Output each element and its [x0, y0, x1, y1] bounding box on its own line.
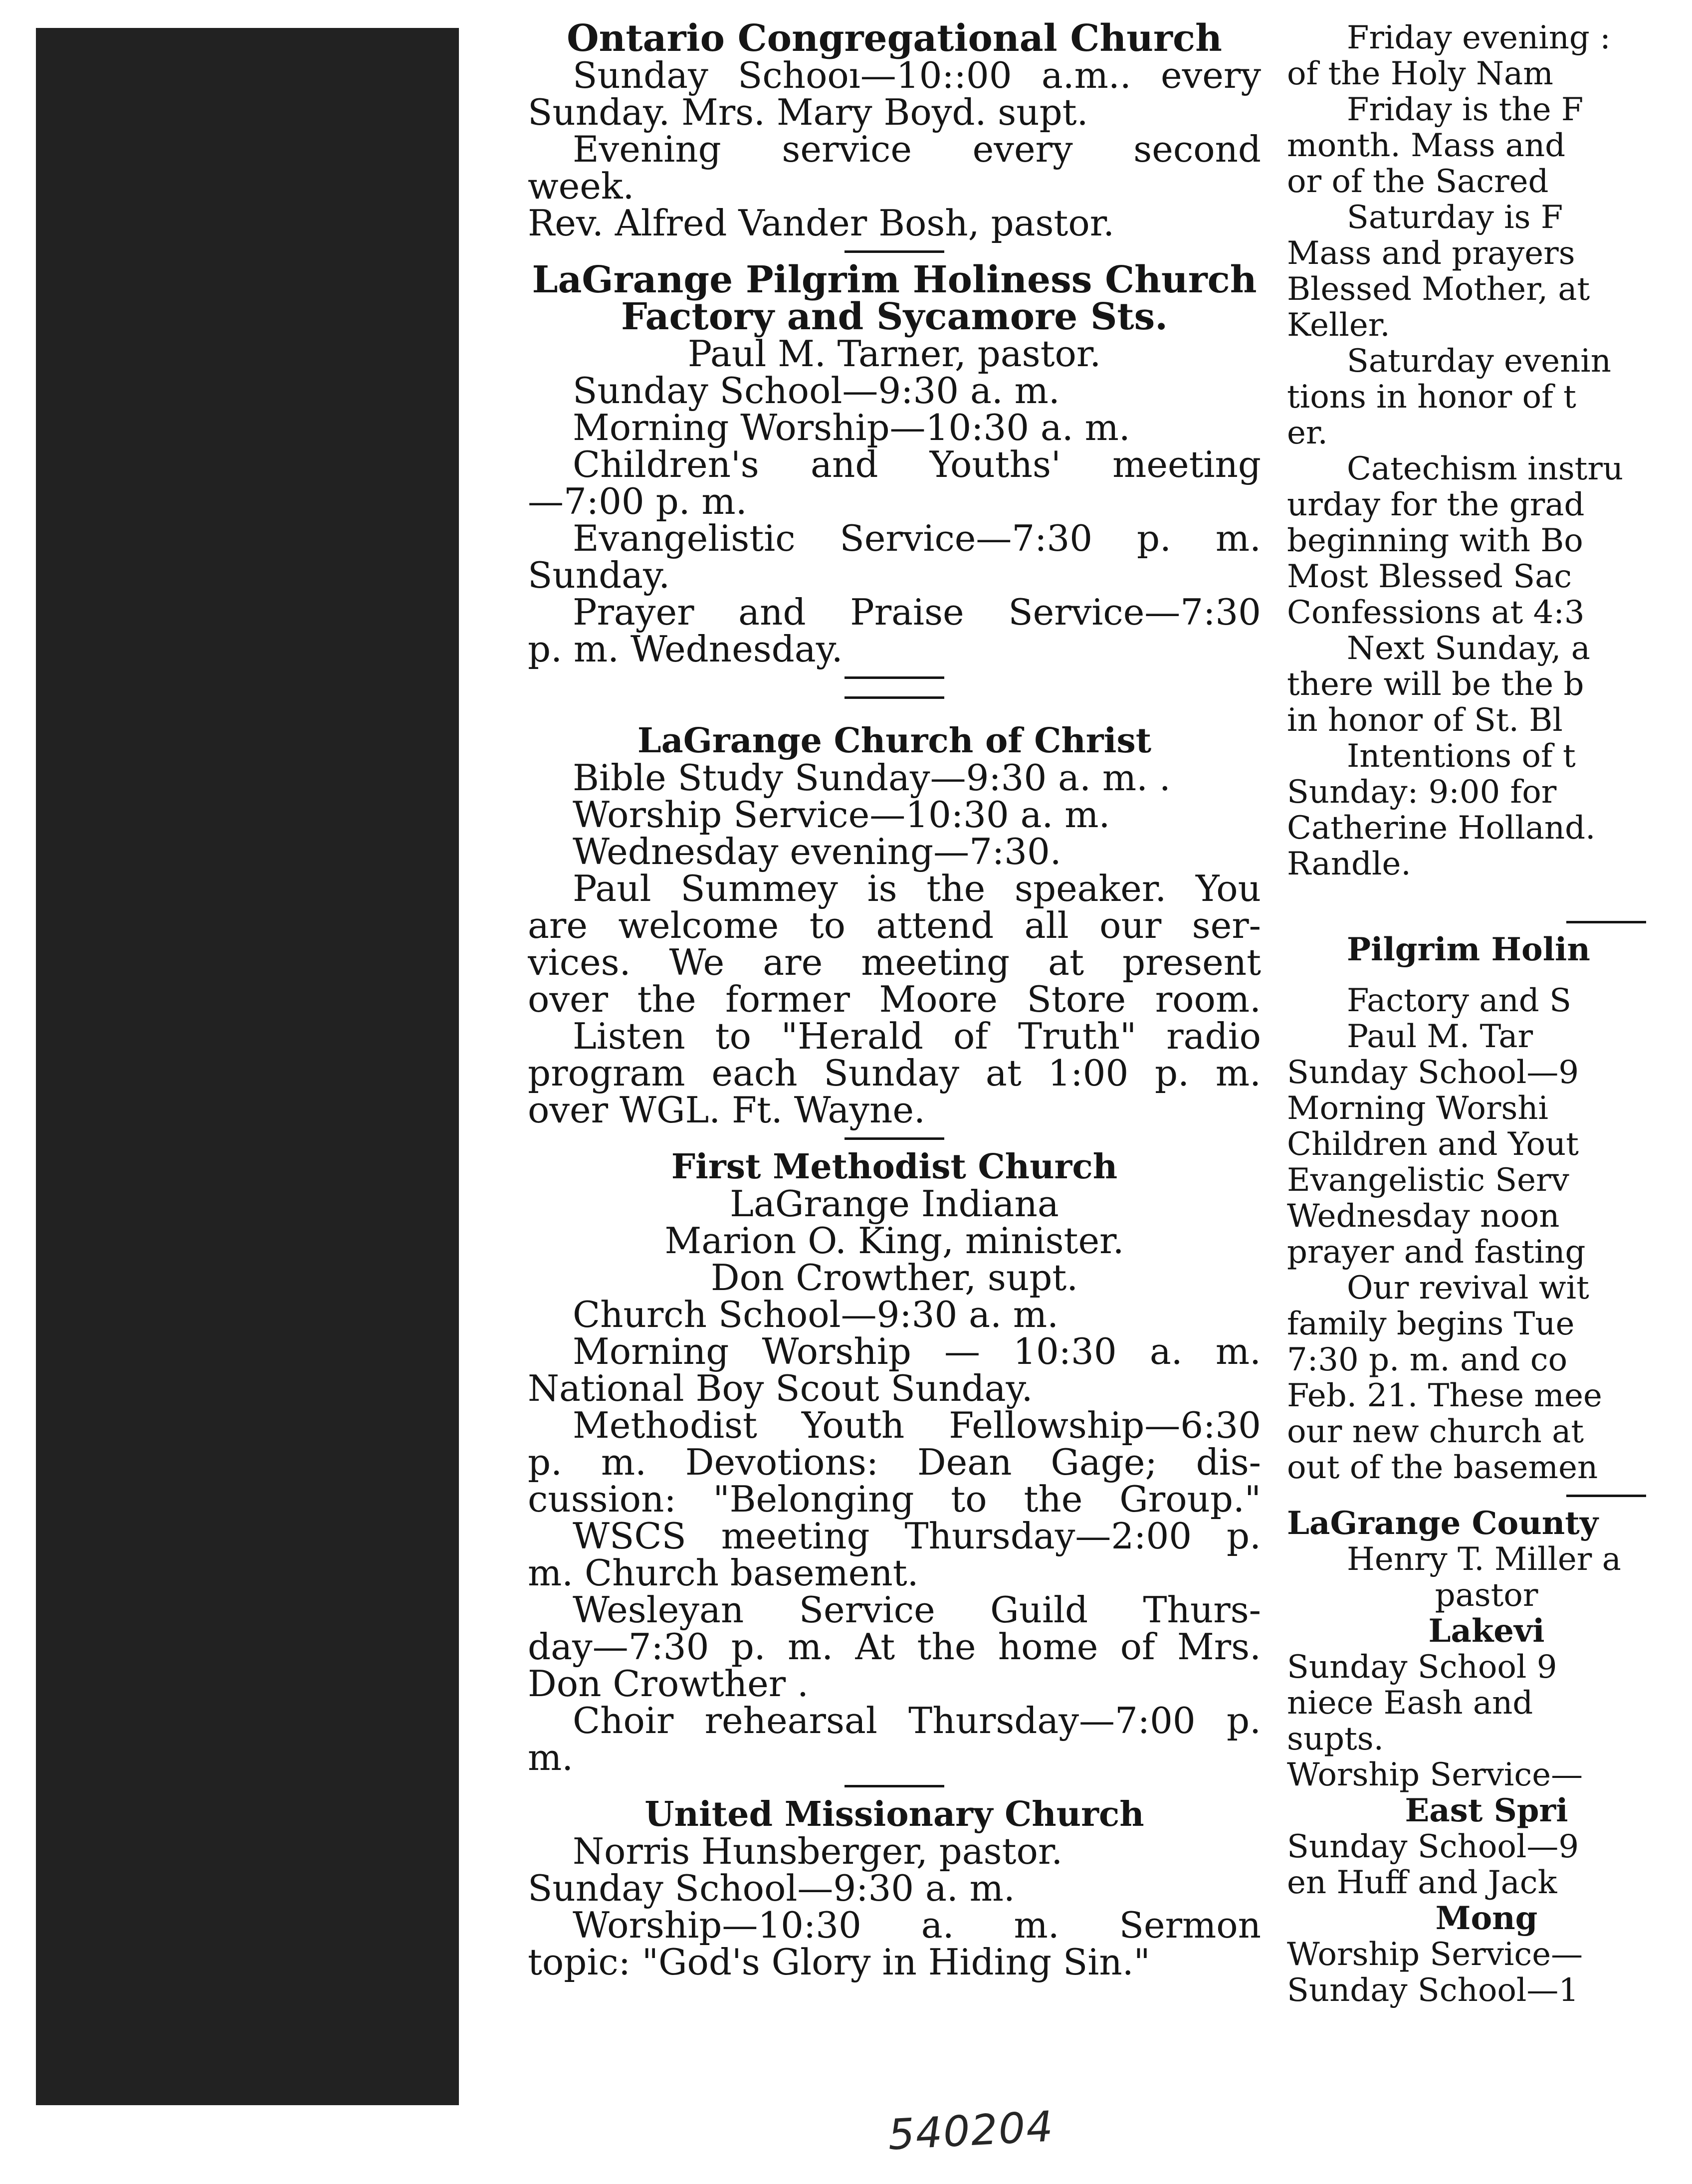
notice-line: Worship—10:30 a. m. Sermon: [573, 1904, 1261, 1946]
notice-line: Evangelistic Service—7:30 p. m.: [573, 517, 1261, 559]
fragment-line: tions in honor of t: [1287, 379, 1576, 416]
notice-line: Wesleyan Service Guild Thurs-: [573, 1589, 1261, 1631]
section-divider: [528, 667, 1261, 687]
notice-heading: LaGrange Pilgrim Holiness Church: [532, 258, 1257, 301]
fragment-subheading: Mong: [1435, 1900, 1538, 1937]
notice-line: Sunday. Mrs. Mary Boyd. supt.: [528, 91, 1088, 133]
first-methodist-notice: [528, 1148, 1261, 1776]
fragment-line: niece Eash and: [1287, 1685, 1533, 1722]
fragment-line: Feb. 21. These mee: [1287, 1377, 1602, 1414]
notice-subheading: Factory and Sycamore Sts.: [621, 295, 1168, 338]
fragment-line: of the Holy Nam: [1287, 55, 1553, 92]
notice-heading: United Missionary Church: [644, 1794, 1144, 1834]
fragment-heading: LaGrange County: [1287, 1505, 1599, 1542]
notice-line: Don Crowther, supt.: [710, 1257, 1078, 1299]
notice-line: Wednesday evening—7:30.: [573, 831, 1061, 873]
fragment-line: beginning with Bo: [1287, 522, 1583, 559]
fragment-line: Mass and prayers: [1287, 235, 1575, 272]
notice-line: Marion O. King, minister.: [664, 1220, 1124, 1262]
fragment-subheading: East Spri: [1405, 1792, 1568, 1829]
united-missionary-notice: [528, 1794, 1261, 1983]
notice-line: Paul M. Tarner, pastor.: [687, 333, 1101, 375]
notice-line: Children's and Youths' meeting: [573, 443, 1261, 485]
notice-line: LaGrange Indiana: [730, 1183, 1059, 1225]
notice-line: Church School—9:30 a. m.: [573, 1294, 1059, 1335]
fragment-line: Sunday School—9: [1287, 1054, 1579, 1091]
notice-heading: Ontario Congregational Church: [567, 20, 1222, 60]
fragment-line: Morning Worshi: [1287, 1090, 1548, 1127]
notice-line: WSCS meeting Thursday—2:00 p.: [573, 1515, 1261, 1557]
notice-line: day—7:30 p. m. At the home of Mrs.: [528, 1626, 1261, 1668]
fragment-line: supts.: [1287, 1721, 1384, 1757]
notice-line: Sunday School—9:30 a. m.: [573, 370, 1060, 412]
pilgrim-holiness-fragment: [1287, 932, 1686, 1486]
notice-line: are welcome to attend all our ser-: [528, 904, 1261, 946]
fragment-subheading: Lakevi: [1428, 1612, 1545, 1650]
notice-line: Don Crowther .: [528, 1663, 809, 1705]
fragment-line: or of the Sacred: [1287, 163, 1549, 200]
pilgrim-holiness-notice: [528, 258, 1261, 670]
notice-heading: First Methodist Church: [671, 1147, 1118, 1187]
notice-line: Evening service every second: [573, 128, 1261, 170]
section-divider: [528, 687, 1261, 707]
fragment-line: Our revival wit: [1347, 1270, 1589, 1307]
fragment-line: Randle.: [1287, 846, 1411, 882]
notice-line: National Boy Scout Sunday.: [528, 1367, 1033, 1409]
notice-line: Prayer and Praise Service—7:30: [573, 591, 1261, 633]
notice-line: week.: [528, 165, 634, 207]
notice-heading: LaGrange Church of Christ: [637, 721, 1152, 761]
fragment-line: Sunday School—1: [1287, 1972, 1579, 2009]
fragment-line: urday for the grad: [1287, 486, 1585, 523]
fragment-line: Blessed Mother, at: [1287, 271, 1590, 308]
fragment-line: Friday is the F: [1347, 91, 1584, 128]
fragment-line: er.: [1287, 415, 1328, 451]
fragment-line: Saturday is F: [1347, 199, 1563, 236]
notice-line: Bible Study Sunday—9:30 a. m. .: [573, 757, 1171, 799]
fragment-line: family begins Tue: [1287, 1306, 1575, 1342]
fragment-line: Catherine Holland.: [1287, 810, 1596, 847]
notice-line: p. m. Wednesday.: [528, 628, 843, 670]
notice-line: Rev. Alfred Vander Bosh, pastor.: [528, 202, 1115, 244]
fragment-line: Worship Service—: [1287, 1756, 1583, 1793]
notice-line: Worship Service—10:30 a. m.: [573, 794, 1110, 836]
notice-line: topic: "God's Glory in Hiding Sin.": [528, 1941, 1150, 1983]
church-of-christ-notice: [528, 721, 1261, 1131]
section-divider: [528, 1128, 1261, 1148]
notice-line: p. m. Devotions: Dean Gage; dis-: [528, 1441, 1261, 1483]
fragment-line: pastor: [1435, 1577, 1538, 1614]
fragment-line: month. Mass and: [1287, 127, 1566, 164]
notice-line: Norris Hunsberger, pastor.: [573, 1830, 1063, 1872]
fragment-line: 7:30 p. m. and co: [1287, 1341, 1568, 1378]
fragment-line: there will be the b: [1287, 666, 1584, 703]
fragment-line: our new church at: [1287, 1413, 1584, 1450]
fragment-line: Most Blessed Sac: [1287, 558, 1572, 595]
notice-line: Morning Worship — 10:30 a. m.: [573, 1330, 1261, 1372]
fragment-line: Henry T. Miller a: [1347, 1541, 1621, 1578]
notice-line: Choir rehearsal Thursday—7:00 p.: [573, 1700, 1261, 1742]
section-divider: [528, 1776, 1261, 1796]
section-divider: [1287, 912, 1686, 932]
notice-line: Paul Summey is the speaker. You: [573, 868, 1261, 909]
notice-line: Morning Worship—10:30 a. m.: [573, 407, 1130, 448]
fragment-line: Evangelistic Serv: [1287, 1162, 1569, 1199]
fragment-line: Sunday School 9: [1287, 1649, 1557, 1686]
notice-line: Listen to "Herald of Truth" radio: [573, 1015, 1261, 1057]
fragment-line: Children and Yout: [1287, 1126, 1579, 1163]
fragment-line: Factory and S: [1347, 982, 1571, 1019]
fragment-line: Next Sunday, a: [1347, 630, 1590, 667]
fragment-line: in honor of St. Bl: [1287, 702, 1563, 739]
lagrange-county-fragment: [1287, 1506, 1686, 2008]
notice-line: Sunday School—9:30 a. m.: [528, 1867, 1015, 1909]
handwritten-archive-number: 540204: [886, 2102, 1056, 2160]
right-column-clipped: [1287, 20, 1686, 2125]
notice-line: Sunday Schooı—10::00 a.m.. every: [573, 54, 1261, 96]
fragment-line: Sunday: 9:00 for: [1287, 774, 1557, 811]
fragment-line: prayer and fasting: [1287, 1234, 1586, 1271]
fragment-line: Saturday evenin: [1347, 343, 1611, 380]
notice-line: Methodist Youth Fellowship—6:30: [573, 1404, 1261, 1446]
ontario-congregational-notice: [528, 20, 1261, 244]
fragment-line: en Huff and Jack: [1287, 1864, 1557, 1901]
section-divider: [1287, 1486, 1686, 1506]
fragment-line: Intentions of t: [1347, 738, 1576, 775]
fragment-line: Sunday School—9: [1287, 1828, 1579, 1865]
notice-line: —7:00 p. m.: [528, 480, 747, 522]
fragment-line: Wednesday noon: [1287, 1198, 1560, 1235]
fragment-line: Confessions at 4:3: [1287, 594, 1585, 631]
fragment-line: out of the basemen: [1287, 1449, 1598, 1486]
fragment-line: Paul M. Tar: [1347, 1018, 1533, 1055]
fragment-line: Keller.: [1287, 307, 1390, 344]
notice-line: program each Sunday at 1:00 p. m.: [528, 1052, 1261, 1094]
notice-line: m. Church basement.: [528, 1552, 919, 1594]
fragment-line: Worship Service—: [1287, 1936, 1583, 1973]
catholic-notice-fragment: [1287, 20, 1686, 882]
fragment-line: Friday evening :: [1347, 20, 1611, 56]
notice-line: cussion: "Belonging to the Group.": [528, 1478, 1261, 1520]
notice-line: over WGL. Ft. Wayne.: [528, 1089, 925, 1131]
main-column: [528, 20, 1261, 2125]
notice-line: Sunday.: [528, 554, 670, 596]
fragment-line: Catechism instru: [1347, 450, 1624, 487]
notice-line: over the former Moore Store room.: [528, 978, 1261, 1020]
notice-line: m.: [528, 1737, 574, 1778]
black-margin-strip: [36, 28, 459, 2105]
fragment-heading: Pilgrim Holin: [1347, 931, 1590, 968]
notice-line: vices. We are meeting at present: [528, 941, 1261, 983]
